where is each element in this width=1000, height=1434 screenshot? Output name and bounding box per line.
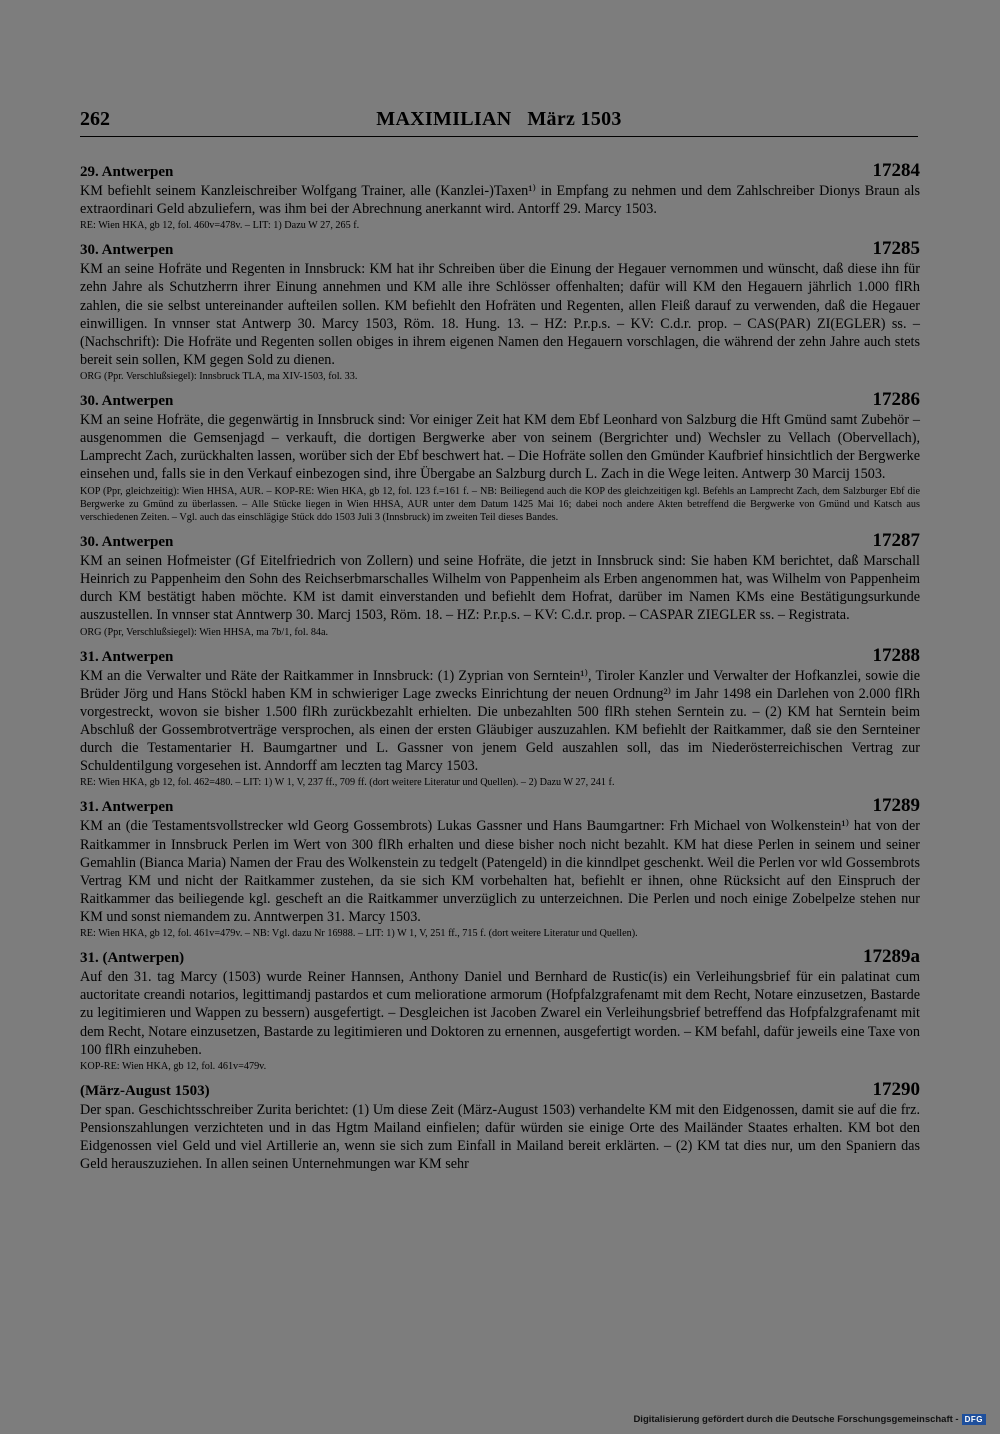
entry-date: 30. Antwerpen xyxy=(80,393,174,410)
entry-date: (März-August 1503) xyxy=(80,1082,210,1099)
running-title: MAXIMILIAN März 1503 xyxy=(376,108,622,130)
register-entry xyxy=(80,530,920,639)
entry-note: KOP (Ppr, gleichzeitig): Wien HHSA, AUR. – KOP-RE: Wien HKA, gb 12, fol. 123 f.=161 f. – NB: Beiliegend auch die KOP des gleichzeitigen kgl. Befehls an Lamprecht Zach, dem Salzburger Ebf die Bergwerke zu Gmünd zu überlassen. – Alle Stücke liegen in Wien HHSA, AUR unter dem Datum 1425 Mai 16; dabei noch andere Akten betreffend die Bergwerke von Gmünd und Katsch aus verschiedenen Zeiten. – Vgl. auch das einschlägige Stück ddo 1503 Juli 3 (Innsbruck) im zweiten Teil dieses Bandes. xyxy=(80,485,920,523)
entry-note: ORG (Ppr. Verschlußsiegel): Innsbruck TLA, ma XIV-1503, fol. 33. xyxy=(80,370,358,382)
entry-text: KM an seinen Hofmeister (Gf Eitelfriedrich von Zollern) und seine Hofräte, die jetzt in Innsbruck sind: Sie haben KM berichtet, daß Marschall Heinrich zu Pappenheim den Sohn des Reichserbmarschalles Wilhelm von Pappenheim als Erben angenommen hat, was Wilhelm von Pappenheim durch KM bestätigt haben möchte. KM ist damit einverstanden und befiehlt dem Hofrat, darüber im Namen KMs eine Bestätigungsurkunde auszustellen. In vnnser stat Anntwerp 30. Marcj 1503, Röm. 18. – HZ: P.r.p.s. – KV: C.d.r. prop. – CASPAR ZIEGLER ss. – Registrata. xyxy=(80,553,920,624)
entry-date: 29. Antwerpen xyxy=(80,164,174,180)
entry-number: 17286 xyxy=(872,389,920,411)
page-number: 262 xyxy=(80,108,110,130)
register-entry xyxy=(80,946,920,1073)
entry-number: 17284 xyxy=(872,160,920,181)
entry-text: Auf den 31. tag Marcy (1503) wurde Reiner Hannsen, Anthony Daniel und Bernhard de Rustic(is) ein Verleihungsbrief für ein palatinat cum auctoritate creandi notarios, legittimandj pastardos et cum melioratione armorum (Hofpfalzgrafenamt mit dem Recht, Notare einzusetzen, Bastarde zu legitimieren und Wappen zu bessern) ausgefertigt. – Desgleichen ist Jacoben Zwarel ein Verleihungsbrief betreffend das Hofpfalzgrafenamt mit dem Recht, Notare einzusetzen, Bastarde zu legitimieren und Doktoren zu ernennen, ausgefertigt worden. – KM befahl, dafür jeweils eine Taxe von 100 flRh einzuheben. xyxy=(80,969,920,1058)
entry-number: 17287 xyxy=(872,530,920,552)
entry-note: KOP-RE: Wien HKA, gb 12, fol. 461v=479v. xyxy=(80,1060,267,1072)
entry-date: 31. (Antwerpen) xyxy=(80,950,185,967)
entry-text: KM an die Verwalter und Räte der Raitkammer in Innsbruck: (1) Zyprian von Serntein¹⁾, Tiroler Kanzler und Verwalter der Hofkanzlei, sowie die Brüder Jörg und Hans Stöckl haben KM in schwieriger Lage zwecks Einrichtung der neuen Ordnung²⁾ im Jahr 1498 ein Darlehen von 2.000 flRh vorgestreckt, wovon sie bisher 1.500 flRh zurückbezahlt erhielten. Die unbezahlten 500 flRh stehen Serntein zu. – (2) KM hat Serntein beim Abschluß der Gossembrotverträge versprochen, als einen der ersten Gläubiger auszuzahlen. KM befiehlt der Raitkammer, daß sie den Sernteiner durch die Testamentarier H. Baumgartner und L. Gassner von jenem Geld auszahlen soll, das im Niederösterreichischen Vertrag zur Schuldentilgung vorgesehen ist. Anndorff am leczten tag Marcy 1503. xyxy=(80,667,920,775)
entry-text: Der span. Geschichtsschreiber Zurita berichtet: (1) Um diese Zeit (März-August 1503) verhandelte KM mit den Eidgenossen, damit sie auf die frz. Pensionszahlungen verzichteten und in das Hgtm Mailand einfielen; dafür würden sie einige Orte des Mailänder Staates erhalten. KM bot den Eidgenossen viel Geld und viel Artillerie an, wenn sie sich zum Einfall in Mailand bereit erklärten. – (2) KM tat dies nur, um den Spaniern das Geld herauszuziehen. In allen seinen Unternehmungen war KM sehr xyxy=(80,1101,920,1173)
entry-date: 30. Antwerpen xyxy=(80,534,174,551)
footer-text: Digitalisierung gefördert durch die Deutsche Forschungsgemeinschaft - xyxy=(633,1414,959,1425)
entry-number: 17285 xyxy=(872,238,920,260)
register-entry xyxy=(80,795,920,940)
entry-number: 17289a xyxy=(863,946,920,968)
entry-text: KM befiehlt seinem Kanzleischreiber Wolfgang Trainer, alle (Kanzlei-)Taxen¹⁾ in Empfang zu nehmen und dem Zahlschreiber Dionys Braun als extraordinari Geld abzuliefern, was ihm bei der Abrechnung anerkannt wird. Antorff 29. Marcy 1503. xyxy=(80,183,920,218)
entry-note: RE: Wien HKA, gb 12, fol. 460v=478v. – LIT: 1) Dazu W 27, 265 f. xyxy=(80,220,360,232)
entry-note: RE: Wien HKA, gb 12, fol. 462=480. – LIT: 1) W 1, V, 237 ff., 709 ff. (dort weitere Literatur und Quellen). – 2) Dazu W 27, 241 f. xyxy=(80,777,615,789)
register-entry xyxy=(80,160,920,232)
entry-number: 17290 xyxy=(872,1078,920,1100)
register-entry xyxy=(80,389,920,524)
entry-number: 17289 xyxy=(872,795,920,817)
entry-date: 30. Antwerpen xyxy=(80,242,174,259)
funding-footer xyxy=(633,1414,986,1425)
entry-text: KM an seine Hofräte, die gegenwärtig in Innsbruck sind: Vor einiger Zeit hat KM dem Ebf Leonhard von Salzburg die Hft Gmünd samt Zubehör – ausgenommen die Gemsenjagd – verkauft, die dortigen Bergwerke aber von seinem (Bergrichter und) Wechsler zu Vellach (Obervellach), Lamprecht Zach, zurückhalten lassen, worüber sich der Ebf beschwert hat. – Die Hofräte sollen den Gmünder Kaufbrief hinsichtlich der Bergwerke einsehen und, falls sie in den Verkauf einbezogen sind, ihre Übergabe an Salzburg durch L. Zach in die Wege leiten. Antwerp 30 Marcij 1503. xyxy=(80,412,920,483)
register-entries xyxy=(80,160,920,1179)
entry-note: RE: Wien HKA, gb 12, fol. 461v=479v. – NB: Vgl. dazu Nr 16988. – LIT: 1) W 1, V, 251 ff., 715 f. (dort weitere Literatur und Quellen). xyxy=(80,928,638,940)
entry-text: KM an (die Testamentsvollstrecker wld Georg Gossembrots) Lukas Gassner und Hans Baumgartner: Frh Michael von Wolkenstein¹⁾ hat von der Raitkammer in Innsbruck Perlen im Wert von 300 flRh erhalten und diese bisher noch nicht bezahlt. KM hat diese Perlen in seinem und seiner Gemahlin (Bianca Maria) Namen der Frau des Wolkenstein zu tedgelt (Patengeld) in die kinndlpet geschenkt. Weil die Perlen vor wld Gossembrots Vertrag KM und nicht der Raitkammer zustehen, da sie sich KM vorbehalten hat, befiehlt er ihnen, ohne Rücksicht auf den Einspruch der Raitkammer das beiliegende kgl. gescheft an die Raitkammer unverzüglich zu unterzeichnen. Die Perlen und noch einige Zobelpelze stehen nur KM und sonst niemandem zu. Anntwerpen 31. Marcy 1503. xyxy=(80,818,920,925)
entry-number: 17288 xyxy=(872,644,920,666)
header-rule xyxy=(80,136,918,137)
entry-date: 31. Antwerpen xyxy=(80,648,174,665)
entry-date: 31. Antwerpen xyxy=(80,799,174,816)
register-entry xyxy=(80,1079,920,1173)
register-entry xyxy=(80,645,920,790)
dfg-logo: DFG xyxy=(962,1414,986,1425)
entry-note: ORG (Ppr, Verschlußsiegel): Wien HHSA, ma 7b/1, fol. 84a. xyxy=(80,626,329,638)
entry-text: KM an seine Hofräte und Regenten in Innsbruck: KM hat ihr Schreiben über die Einung der Hegauer vernommen und wünscht, daß diese ihn für zehn Jahre als Schutzherrn ihrer Einung annehmen und KM alle ihre Schlösser offenhalten; dafür will KM den Hegauern jährlich 1.000 flRh zahlen, die sie selbst untereinander aufteilen sollen. KM befiehlt den Hofräten und Regenten, allen Fleiß darauf zu verwenden, daß die Hegauer einwilligen. In vnnser stat Antwerp 30. Marcy 1503, Röm. 18. Hung. 13. – HZ: P.r.p.s. – KV: C.d.r. prop. – CAS(PAR) ZI(EGLER) ss. – (Nachschrift): Die Hofräte und Regenten sollen obiges in ihrem eigenen Namen den Hegauern vorschlagen, die während der zehn Jahre auch stets bereit sein sollen, KM gegen Sold zu dienen. xyxy=(80,261,920,368)
page-header xyxy=(80,108,918,138)
register-entry xyxy=(80,238,920,383)
